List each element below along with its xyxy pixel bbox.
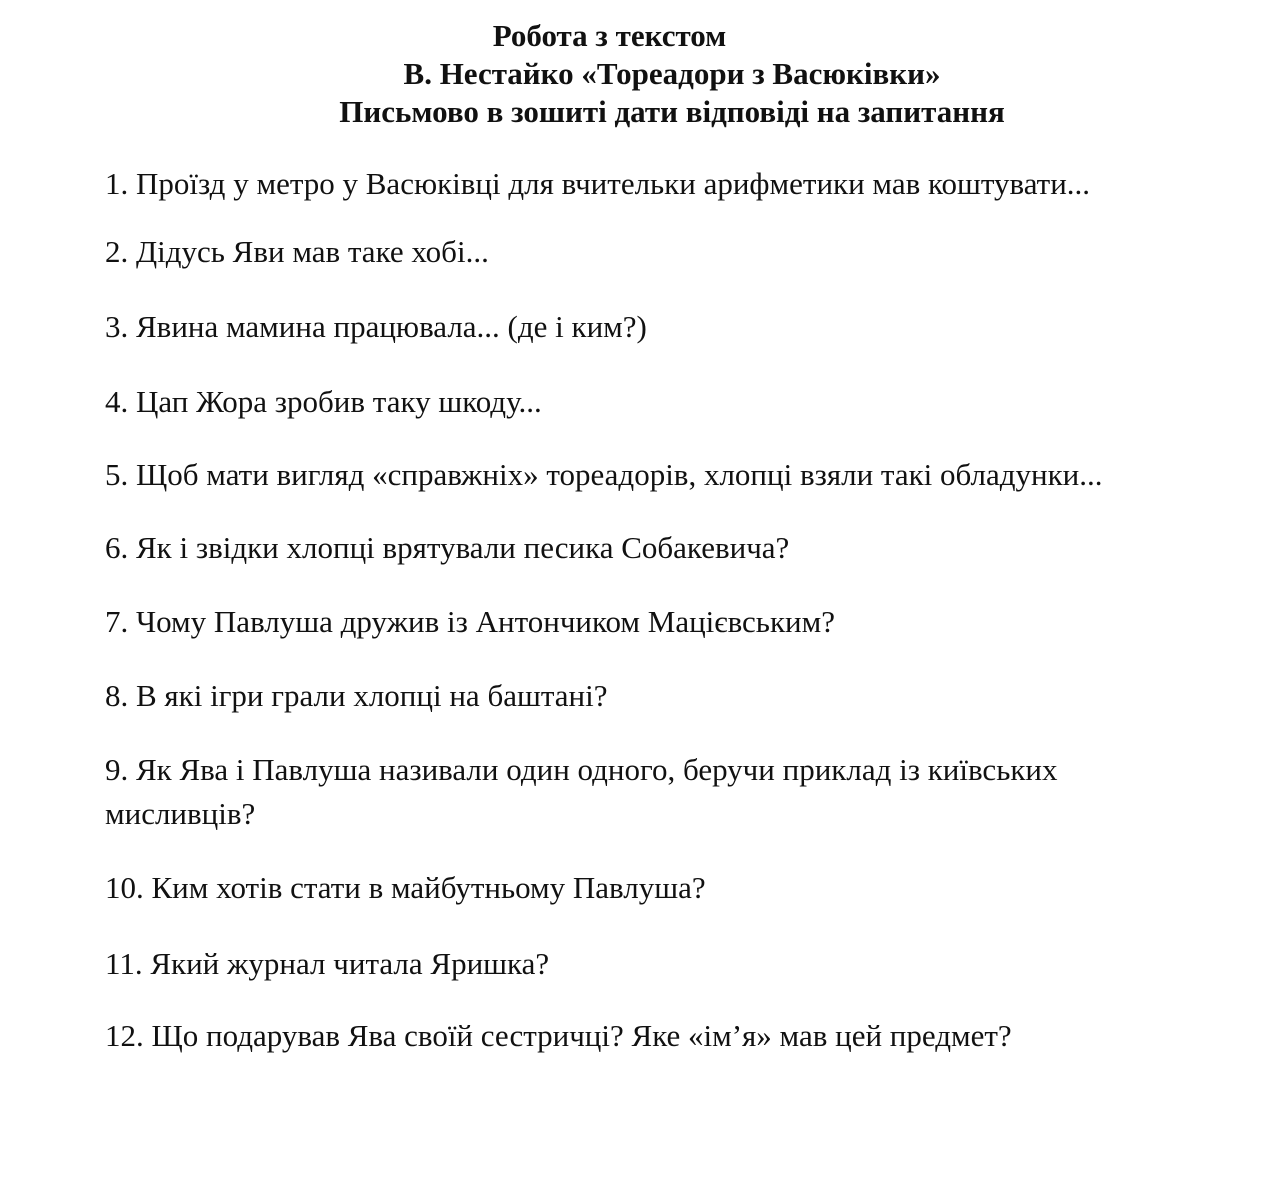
question-9: 9. Як Ява і Павлуша називали один одного, беручи приклад із київських мисливців? [105,752,1058,831]
question-1: 1. Проїзд у метро у Васюківці для вчительки арифметики мав коштувати... [105,166,1091,201]
document-header [0,17,1281,131]
question-8: 8. В які ігри грали хлопці на баштані? [105,678,608,713]
question-5: 5. Щоб мати вигляд «справжніх» тореадорів, хлопці взяли такі обладунки... [105,457,1103,492]
header-instruction: Письмово в зошиті дати відповіді на запитання [339,94,1005,129]
question-12: 12. Що подарував Ява своїй сестричці? Яке «ім’я» мав цей предмет? [105,1018,1012,1053]
question-11: 11. Який журнал читала Яришка? [105,946,550,981]
question-2: 2. Дідусь Яви мав таке хобі... [105,234,489,269]
header-title: Робота з текстом [492,18,727,53]
question-10: 10. Ким хотів стати в майбутньому Павлуша? [105,870,706,905]
header-work-title: В. Нестайко «Тореадори з Васюківки» [403,56,941,91]
question-3: 3. Явина мамина працювала... (де і ким?) [105,309,647,344]
question-7: 7. Чому Павлуша дружив із Антончиком Мацієвським? [105,604,835,639]
question-4: 4. Цап Жора зробив таку шкоду... [105,384,542,419]
question-6: 6. Як і звідки хлопці врятували песика Собакевича? [105,530,790,565]
